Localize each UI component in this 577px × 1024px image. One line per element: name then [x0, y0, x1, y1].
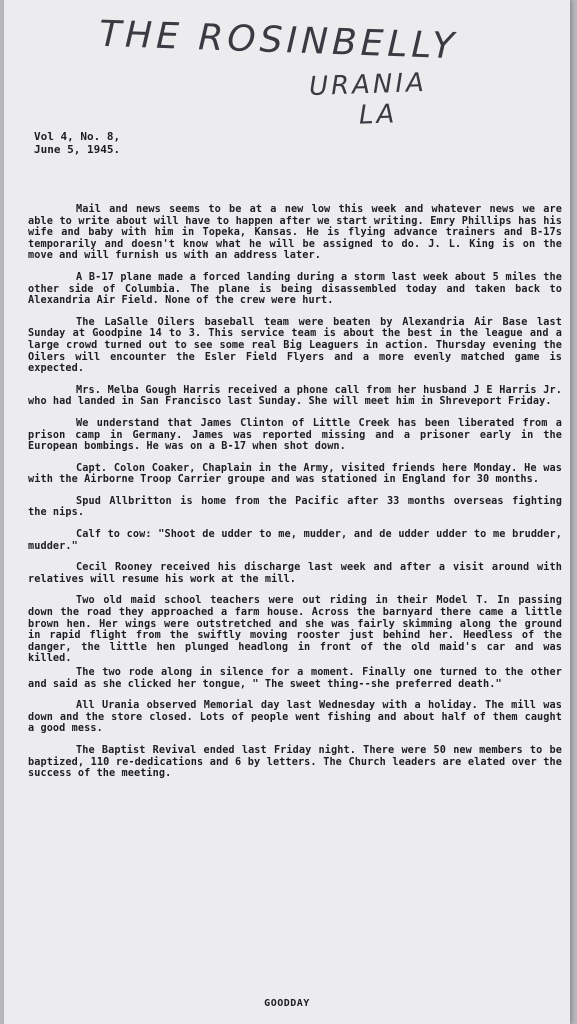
handwritten-town: URANIA	[308, 67, 428, 103]
paragraph-memorial-day: All Urania observed Memorial day last Wednesday with a holiday. The mill was down and the store closed. Lots of people went fishing and about half of them caught a good mess.	[28, 700, 562, 735]
paragraph-coaker: Capt. Colon Coaker, Chaplain in the Army, visited friends here Monday. He was with the Airborne Troop Carrier groupe and was stationed in England for 30 months.	[28, 462, 562, 486]
handwritten-state: LA	[358, 99, 398, 131]
paragraph-allbritton: Spud Allbritton is home from the Pacific after 33 months overseas fighting the nips.	[28, 495, 562, 519]
paragraph-clinton: We understand that James Clinton of Little Creek has been liberated from a prison camp in Germany. James was reported missing and a prisoner early in the European bombings. He was on a B-17 when shot down.	[28, 417, 562, 453]
paragraph-mail-news: Mail and news seems to be at a new low this week and whatever news we are able to write about will have to happen after we start writing. Emry Phillips has his wife and baby with him in Topeka, Kansas. He is flying advance trainers and B-17s temporarily and doesn't know what he will be assigned to do. J. L. King is on the move and will furnish us with an address later.	[28, 204, 562, 262]
issue-volume: Vol 4, No. 8,	[34, 130, 121, 143]
paragraph-harris: Mrs. Melba Gough Harris received a phone call from her husband J E Harris Jr. who had landed in San Francisco last Sunday. She will meet him in Shreveport Friday.	[28, 384, 562, 408]
paragraph-old-maids: Two old maid school teachers were out riding in their Model T. In passing down the road they approached a farm house. Across the barnyard there came a little brown hen. Her wings were outstretched and she was fairly skimming along the ground in rapid flight from the swiftly moving rooster just behind her. Heedless of the danger, the little hen plunged headlong in front of the old maid's car and was killed.	[28, 595, 562, 665]
paragraph-revival: The Baptist Revival ended last Friday night. There were 50 new members to be baptized, 110 re-dedications and 6 by letters. The Church leaders are elated over the success of the meeting.	[28, 744, 562, 780]
paragraph-rooney: Cecil Rooney received his discharge last week and after a visit around with relatives will resume his work at the mill.	[28, 562, 562, 585]
paragraph-b17-landing: A B-17 plane made a forced landing during a storm last week about 5 miles the other side of Columbia. The plane is being disassembled today and taken back to Alexandria Air Field. None of the crew were hurt.	[28, 271, 562, 307]
paragraph-calf-joke: Calf to cow: "Shoot de udder to me, mudder, and de udder udder to me brudder, mudder."	[28, 529, 562, 552]
handwritten-title: THE ROSINBELLY	[98, 13, 459, 68]
paragraph-baseball: The LaSalle Oilers baseball team were beaten by Alexandria Air Base last Sunday at Goodpine 14 to 3. This service team is about the best in the league and a large crowd turned out to see some real Big Leaguers in action. Thursday evening the Oilers will encounter the Esler Field Flyers and a more evenly matched game is expected.	[28, 316, 562, 375]
newsletter-page	[4, 0, 570, 1024]
newsletter-body	[28, 204, 562, 790]
closing-signoff: GOODDAY	[264, 998, 310, 1009]
paragraph-old-maids-ending: The two rode along in silence for a moment. Finally one turned to the other and said as she clicked her tongue, " The sweet thing--she preferred death."	[28, 667, 562, 690]
issue-info	[34, 130, 120, 156]
issue-date: June 5, 1945.	[34, 143, 121, 156]
